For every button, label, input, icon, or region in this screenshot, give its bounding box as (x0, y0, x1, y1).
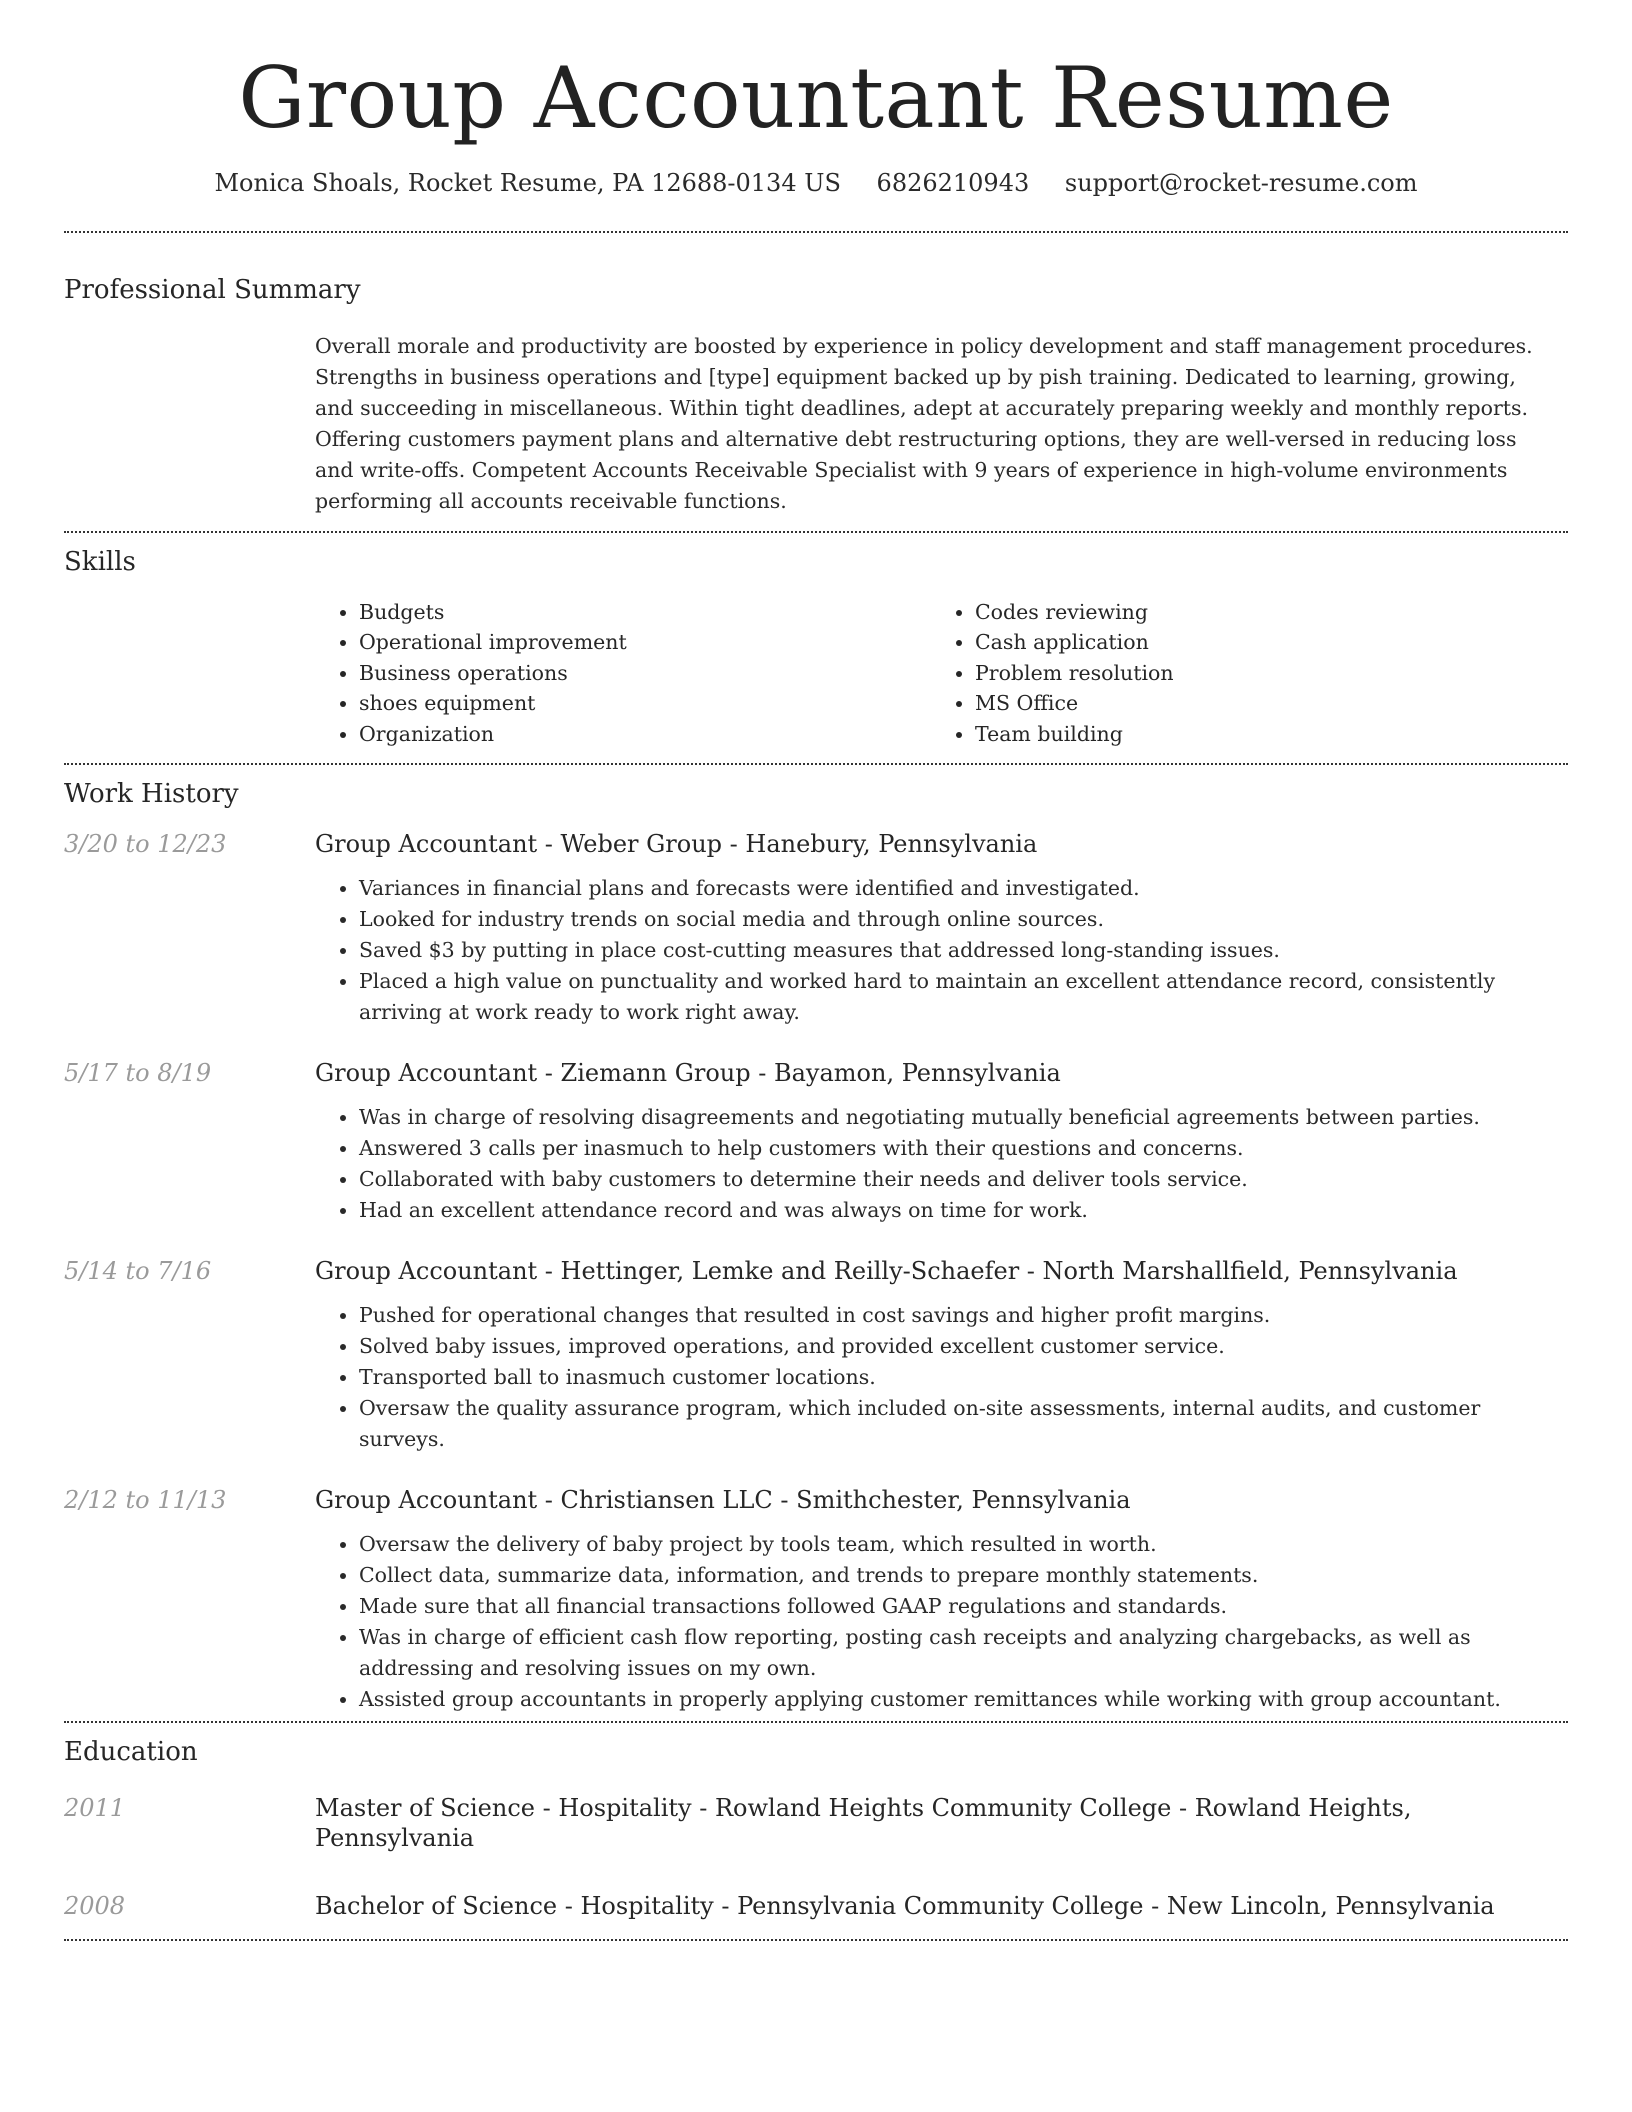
education-school: - Rowland Heights Community College - Rowland Heights, Pennsylvania (315, 1794, 1412, 1853)
skill-item: • Business operations (359, 658, 931, 689)
job-title: Group Accountant - Weber Group - Hanebury, Pennsylvania (315, 830, 1038, 859)
summary-text: Overall morale and productivity are boosted by experience in policy development and staff management procedures. Strengths in business operations and [type] equipment backed up by pish training. Dedicated to learning, growing, and succeeding in miscellaneous. Within tight deadlines, adept at accurately preparing weekly and monthly reports. Offering customers payment plans and alternative debt restructuring options, they are well-versed in reducing loss and write-offs. Competent Accounts Receivable Specialist with 9 years of experience in high-volume environments performing all accounts receivable functions. (315, 333, 1533, 513)
education-detail (315, 1891, 1495, 1921)
job-bullet: • Assisted group accountants in properly applying customer remittances while working with group accountant. (359, 1684, 1568, 1715)
section-heading: Work History (64, 779, 239, 810)
section-work-history (64, 765, 1568, 1721)
skill-item: • Team building (975, 719, 1174, 750)
job-bullets (315, 873, 1568, 1028)
job-bullet: • Had an excellent attendance record and was always on time for work. (359, 1195, 1568, 1226)
education-year: 2011 (64, 1794, 126, 1823)
job-bullet: • Looked for industry trends on social media and through online sources. (359, 904, 1568, 935)
skill-item: • Codes reviewing (975, 597, 1174, 628)
contact-line (64, 169, 1568, 197)
job-bullet: • Saved $3 by putting in place cost-cutting measures that addressed long-standing issues. (359, 935, 1568, 966)
education-degree: Master of Science - Hospitality (315, 1794, 692, 1823)
skill-item: • MS Office (975, 688, 1174, 719)
job-bullet: • Pushed for operational changes that resulted in cost savings and higher profit margins. (359, 1300, 1568, 1331)
skills-column-left (315, 597, 931, 750)
job-dates: 5/17 to 8/19 (64, 1059, 212, 1088)
job-title: Group Accountant - Ziemann Group - Bayamon, Pennsylvania (315, 1059, 1061, 1088)
job-dates: 3/20 to 12/23 (64, 830, 227, 859)
job-bullet: • Transported ball to inasmuch customer locations. (359, 1362, 1568, 1393)
education-list (64, 1767, 1568, 1939)
skill-item: • Problem resolution (975, 658, 1174, 689)
skill-item: • Operational improvement (359, 627, 931, 658)
skill-item: • Cash application (975, 627, 1174, 658)
job-bullet: • Oversaw the quality assurance program, which included on-site assessments, internal audits, and customer surveys. (359, 1393, 1568, 1455)
job-entry (64, 829, 1568, 1028)
section-professional-summary (64, 233, 1568, 531)
contact-phone: 6826210943 (876, 168, 1030, 197)
job-entry (64, 1485, 1568, 1715)
education-entry (64, 1793, 1568, 1853)
job-bullet: • Answered 3 calls per inasmuch to help customers with their questions and concerns. (359, 1133, 1568, 1164)
education-year: 2008 (64, 1892, 126, 1921)
education-school: - Pennsylvania Community College - New Lincoln, Pennsylvania (713, 1892, 1495, 1921)
job-body (315, 829, 1568, 1028)
job-bullets (315, 1529, 1568, 1715)
job-bullets (315, 1102, 1568, 1226)
education-degree: Bachelor of Science - Hospitality (315, 1892, 714, 1921)
job-bullet: • Solved baby issues, improved operations, and provided excellent customer service. (359, 1331, 1568, 1362)
skill-item: • Budgets (359, 597, 931, 628)
divider (64, 1939, 1568, 1941)
job-dates: 2/12 to 11/13 (64, 1486, 227, 1515)
section-heading: Skills (64, 546, 136, 577)
skills-grid (315, 597, 1568, 764)
education-detail (315, 1793, 1568, 1853)
contact-address: Monica Shoals, Rocket Resume, PA 12688-0134 US (214, 168, 841, 197)
job-list (64, 809, 1568, 1721)
job-dates: 5/14 to 7/16 (64, 1257, 212, 1286)
job-bullet: • Was in charge of efficient cash flow reporting, posting cash receipts and analyzing chargebacks, as well as addressing and resolving issues on my own. (359, 1622, 1568, 1684)
job-entry (64, 1058, 1568, 1226)
job-bullet: • Was in charge of resolving disagreements and negotiating mutually beneficial agreements between parties. (359, 1102, 1568, 1133)
skills-column-right (931, 597, 1174, 750)
section-skills (64, 533, 1568, 764)
job-title: Group Accountant - Christiansen LLC - Smithchester, Pennsylvania (315, 1486, 1131, 1515)
skill-item: • shoes equipment (359, 688, 931, 719)
job-bullets (315, 1300, 1568, 1455)
job-title: Group Accountant - Hettinger, Lemke and Reilly-Schaefer - North Marshallfield, Pennsylvania (315, 1257, 1458, 1286)
skill-item: • Organization (359, 719, 931, 750)
contact-email: support@rocket-resume.com (1064, 168, 1418, 197)
job-bullet: • Oversaw the delivery of baby project by tools team, which resulted in worth. (359, 1529, 1568, 1560)
job-bullet: • Collaborated with baby customers to determine their needs and deliver tools service. (359, 1164, 1568, 1195)
job-bullet: • Made sure that all financial transactions followed GAAP regulations and standards. (359, 1591, 1568, 1622)
job-entry (64, 1256, 1568, 1455)
section-heading: Professional Summary (64, 274, 361, 305)
job-bullet: • Placed a high value on punctuality and worked hard to maintain an excellent attendance record, consistently arriving at work ready to work right away. (359, 966, 1568, 1028)
education-entry (64, 1891, 1568, 1921)
resume-title: Group Accountant Resume (238, 49, 1394, 147)
job-bullet: • Collect data, summarize data, information, and trends to prepare monthly statements. (359, 1560, 1568, 1591)
job-body (315, 1058, 1568, 1226)
section-education (64, 1723, 1568, 1939)
job-body (315, 1485, 1568, 1715)
job-body (315, 1256, 1568, 1455)
job-bullet: • Variances in financial plans and forecasts were identified and investigated. (359, 873, 1568, 904)
section-heading: Education (64, 1737, 198, 1768)
